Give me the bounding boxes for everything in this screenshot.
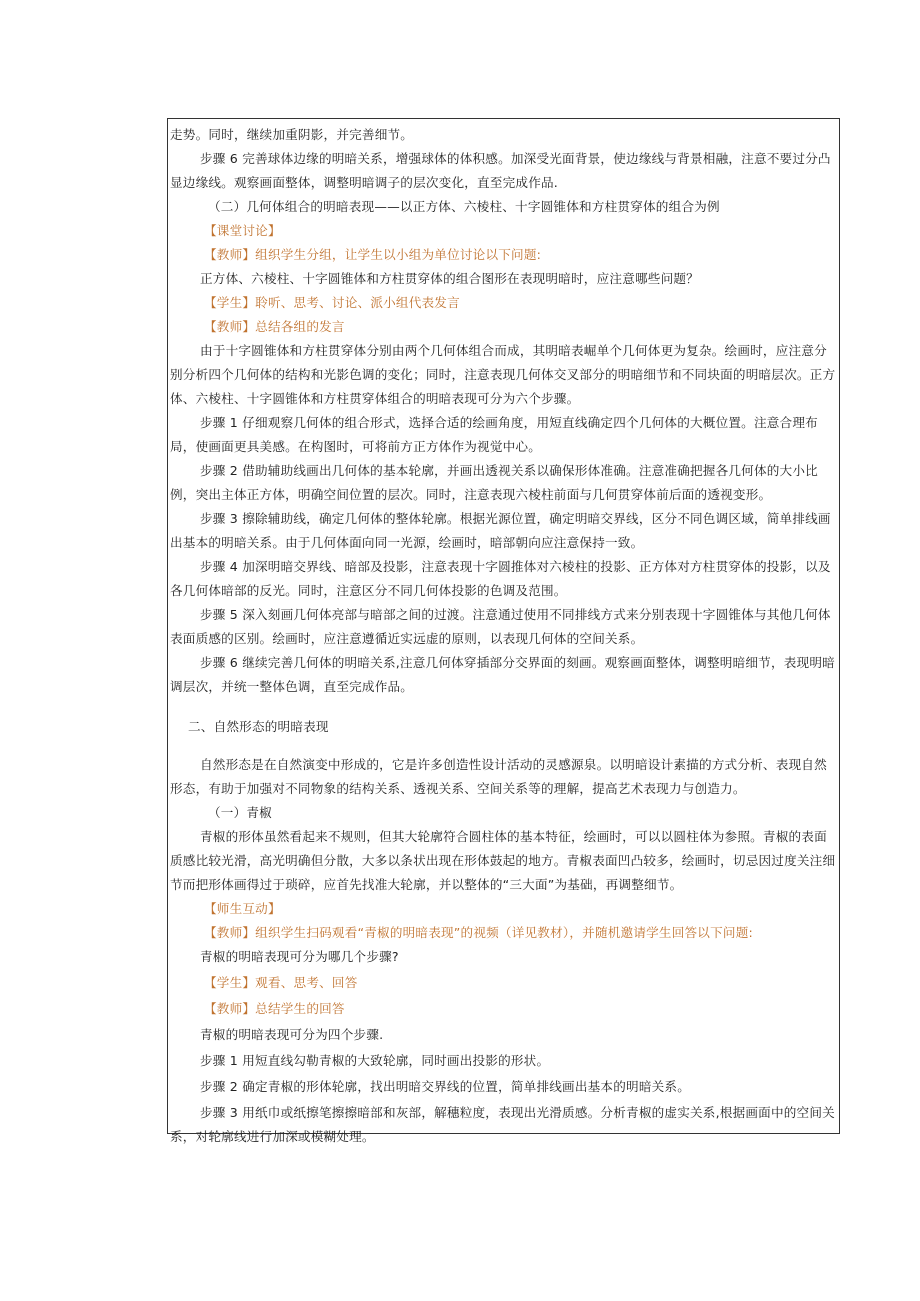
paragraph: 自然形态是在自然演变中形成的，它是许多创造性设计活动的灵感源泉。以明暗设计素描的方式分析、表现自然形态，有助于加强对不同物象的结构关系、透视关系、空间关系等的理解，提高艺术表现力与创造力。 bbox=[170, 757, 827, 796]
label-teacher: 【教师】组织学生扫码观看“青椒的明暗表现”的视频（详见教材），并随机邀请学生回答以下问题: bbox=[204, 925, 753, 940]
paragraph-step: 步骤 5 深入刻画几何体亮部与暗部之间的过渡。注意通过使用不同排线方式来分别表现十字圆锥体与其他几何体表面质感的区别。绘画时，应注意遵循近实远虚的原则，以表现几何体的空间关系。 bbox=[170, 607, 831, 646]
question: 正方体、六棱柱、十字圆锥体和方柱贯穿体的组合图形在表现明暗时，应注意哪些问题？ bbox=[200, 271, 699, 286]
paragraph-step: 步骤 1 用短直线勾勒青椒的大致轮廓，同时画出投影的形状。 bbox=[200, 1053, 550, 1068]
paragraph-step: 步骤 6 继续完善几何体的明暗关系,注意几何体穿插部分交界面的刻画。观察画面整体，调整明暗细节，表现明暗调层次，并统一整体色调，直至完成作品。 bbox=[170, 655, 835, 694]
label-teacher: 【教师】组织学生分组，让学生以小组为单位讨论以下问题: bbox=[204, 247, 542, 262]
label-teacher: 【教师】总结各组的发言 bbox=[204, 319, 345, 334]
label-teacher: 【教师】总结学生的回答 bbox=[204, 1001, 345, 1016]
label-discussion: 【课堂讨论】 bbox=[204, 223, 281, 238]
label-student: 【学生】聆听、思考、讨论、派小组代表发言 bbox=[204, 295, 460, 310]
label-student: 【学生】观看、思考、回答 bbox=[204, 975, 358, 990]
paragraph: 走势。同时，继续加重阴影，并完善细节。 bbox=[170, 127, 414, 142]
paragraph-step: 步骤 4 加深明暗交界线、暗部及投影，注意表现十字圆推体对六棱柱的投影、正方体对方柱贯穿体的投影，以及各几何体暗部的反光。同时，注意区分不同几何体投影的色调及范围。 bbox=[170, 559, 831, 598]
question: 青椒的明暗表现可分为哪几个步骤? bbox=[200, 949, 399, 964]
label-interaction: 【师生互动】 bbox=[204, 901, 281, 916]
section-heading: 二、自然形态的明暗表现 bbox=[188, 719, 329, 734]
sub-heading: （一）青椒 bbox=[208, 805, 272, 820]
paragraph-step: 步骤 3 用纸巾或纸擦笔擦擦暗部和灰部，解穗粒度，表现出光滑质感。分析青椒的虚实关系,根据画面中的空间关系，对轮廓线进行加深或模糊处理。 bbox=[170, 1105, 835, 1144]
paragraph: 青椒的形体虽然看起来不规则，但其大轮廓符合圆柱体的基本特征，绘画时，可以以圆柱体为参照。青椒的表面质感比较光滑，高光明确但分散，大多以条状出现在形体鼓起的地方。青椒表面凹凸较多，绘画时，切忌因过度关注细节而把形体画得过于琐碎，应首先找准大轮廓，并以整体的“三大面”为基础，再调整细节。 bbox=[170, 829, 836, 892]
paragraph-step: 步骤 1 仔细观察几何体的组合形式，选择合适的绘画角度，用短直线确定四个几何体的大概位置。注意合理布局，使画面更具美感。在构图时，可将前方正方体作为视觉中心。 bbox=[170, 415, 818, 454]
paragraph-step: 步骤 3 擦除辅助线，确定几何体的整体轮廓。根据光源位置，确定明暗交界线，区分不同色调区域，简单排线画出基本的明暗关系。由于几何体面向同一光源，绘画时，暗部朝向应注意保持一致。 bbox=[170, 511, 831, 550]
sub-heading: （二）几何体组合的明暗表现——以正方体、六棱柱、十字圆锥体和方柱贯穿体的组合为例 bbox=[208, 199, 720, 214]
paragraph-step: 步骤 6 完善球体边缘的明暗关系，增强球体的体积感。加深受光面背景，使边缘线与背景相融，注意不要过分凸显边缘线。观察画面整体，调整明暗调子的层次变化，直至完成作品. bbox=[170, 151, 831, 190]
paragraph: 青椒的明暗表现可分为四个步骤. bbox=[200, 1027, 384, 1042]
paragraph-step: 步骤 2 借助辅助线画出几何体的基本轮廓，并画出透视关系以确保形体准确。注意准确把握各几何体的大小比例，突出主体正方体，明确空间位置的层次。同时，注意表现六棱柱前面与几何贯穿体前后面的透视变形。 bbox=[170, 463, 818, 502]
paragraph: 由于十字圆锥体和方柱贯穿体分别由两个几何体组合而成，其明暗表崛单个几何体更为复杂。绘画时，应注意分别分析四个几何体的结构和光影色调的变化；同时，注意表现几何体交叉部分的明暗细节和不同块面的明暗层次。正方体、六棱柱、十字圆锥体和方柱贯穿体组合的明暗表现可分为六个步骤。 bbox=[170, 343, 836, 406]
paragraph-step: 步骤 2 确定青椒的形体轮廓，找出明暗交界线的位置，简单排线画出基本的明暗关系。 bbox=[200, 1079, 690, 1094]
content-table-cell bbox=[167, 118, 840, 1144]
